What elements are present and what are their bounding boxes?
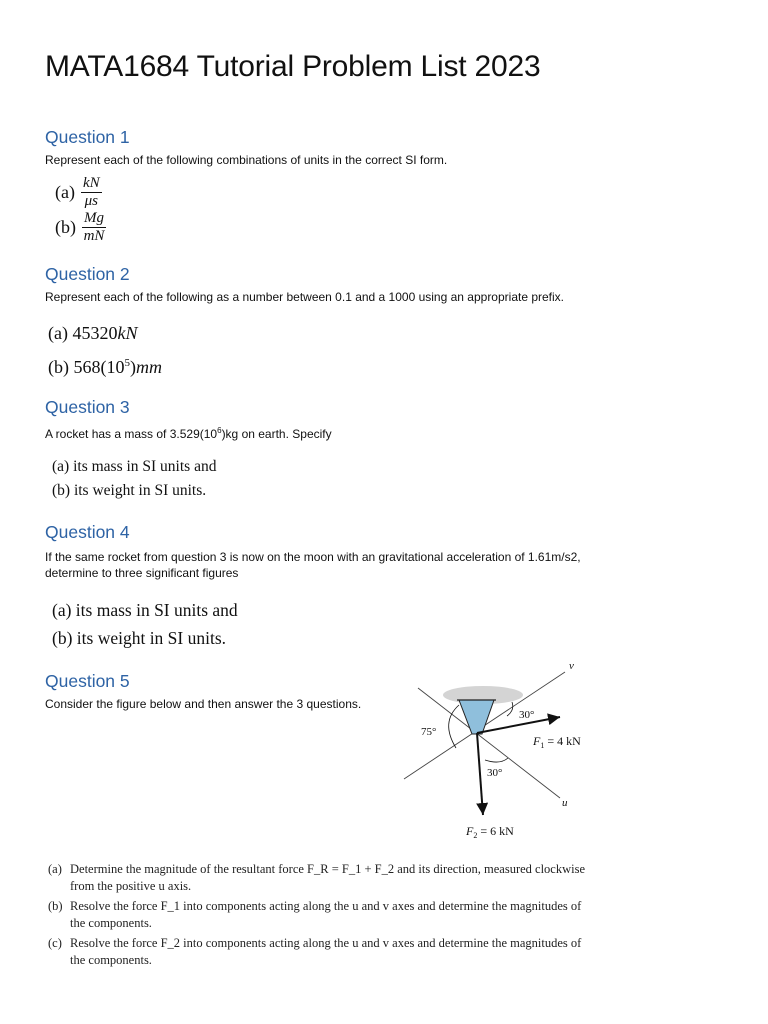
axis-label-u: u: [562, 797, 568, 809]
exponent: 6: [217, 426, 222, 435]
question-3-heading: Question 3: [45, 397, 130, 417]
question-4-heading: Question 4: [45, 522, 130, 542]
question-1-part-a: [55, 176, 102, 209]
prompt-text: A rocket has a mass of 3.529(10: [45, 427, 218, 441]
value-close: ): [130, 357, 136, 377]
prompt-text: )kg on earth. Specify: [221, 427, 332, 441]
question-5-parts: [48, 861, 648, 969]
value: 568(10: [73, 357, 125, 377]
angle-label-bottom: 30°: [487, 767, 503, 779]
question-3-prompt: [45, 423, 332, 442]
question-5-part-b: [48, 898, 648, 932]
f1-subscript: 1: [540, 741, 545, 750]
part-text: [70, 861, 585, 895]
question-5-part-a: [48, 861, 648, 895]
question-2-prompt: Represent each of the following as a number between 0.1 and a 1000 using an appropriate prefix.: [45, 290, 565, 304]
part-line: Resolve the force F_1 into components acting along the u and v axes and determine the magnitudes of: [70, 899, 582, 913]
fraction-numerator: kN: [82, 175, 100, 191]
f1-label: [532, 734, 581, 750]
part-label: (b): [48, 899, 63, 913]
question-1-heading: Question 1: [45, 127, 130, 147]
f2-symbol: F: [466, 824, 474, 838]
part-line: Determine the magnitude of the resultant force F_R = F_1 + F_2 and its direction, measured clockwise: [70, 862, 586, 876]
angle-label-top: 30°: [519, 709, 535, 721]
question-5-heading: Question 5: [45, 671, 130, 691]
part-text: [70, 898, 581, 932]
fraction: [82, 211, 106, 244]
part-label: (b): [48, 357, 69, 377]
part-label: (b): [55, 217, 76, 237]
f2-arrow: [477, 733, 483, 815]
question-4-part-b: (b) its weight in SI units.: [52, 628, 227, 648]
page-title: MATA1684 Tutorial Problem List 2023: [45, 50, 541, 83]
question-1-prompt: Represent each of the following combinations of units in the correct SI form.: [45, 153, 448, 167]
part-line: Resolve the force F_2 into components acting along the u and v axes and determine the magnitudes of: [70, 936, 582, 950]
part-line: the components.: [70, 953, 152, 967]
question-3-part-a: (a) its mass in SI units and: [52, 458, 217, 475]
question-4-part-a: (a) its mass in SI units and: [52, 600, 238, 620]
question-3-part-b: (b) its weight in SI units.: [52, 482, 207, 499]
part-label: (c): [48, 936, 62, 950]
fraction: [81, 176, 102, 209]
fraction-denominator: μs: [84, 193, 98, 209]
f1-symbol: F: [533, 734, 541, 748]
f2-subscript: 2: [473, 831, 478, 840]
question-2-part-a: [48, 320, 137, 346]
question-2-heading: Question 2: [45, 264, 130, 284]
fraction-denominator: mN: [83, 228, 105, 244]
f2-label: [465, 824, 514, 840]
angle-label-left: 75°: [421, 726, 437, 738]
part-label: (a): [48, 862, 62, 876]
angle-arc-bottom: [485, 758, 508, 762]
bracket: [459, 700, 494, 734]
fraction-numerator: Mg: [84, 210, 104, 226]
force-diagram: [395, 658, 615, 844]
part-line: the components.: [70, 916, 152, 930]
question-5-prompt: Consider the figure below and then answer the 3 questions.: [45, 697, 362, 711]
question-1-part-b: [55, 211, 106, 244]
unit: kN: [117, 323, 138, 343]
f2-value: = 6 kN: [477, 824, 514, 838]
value: 45320: [72, 323, 118, 343]
angle-arc-left: [449, 705, 459, 748]
question-4-prompt-line-1: If the same rocket from question 3 is now on the moon with an gravitational acceleration of 1.61m/s2,: [45, 550, 581, 564]
part-line: from the positive u axis.: [70, 879, 192, 893]
unit: mm: [136, 357, 162, 377]
part-label: (a): [48, 323, 68, 343]
question-5-part-c: [48, 935, 648, 969]
f1-value: = 4 kN: [544, 734, 581, 748]
part-label: (a): [55, 182, 75, 202]
exponent: 5: [124, 357, 130, 369]
part-text: [70, 935, 581, 969]
question-4-prompt-line-2: determine to three significant figures: [45, 566, 239, 580]
question-2-part-b: [48, 350, 162, 380]
axis-label-v: v: [569, 660, 574, 672]
